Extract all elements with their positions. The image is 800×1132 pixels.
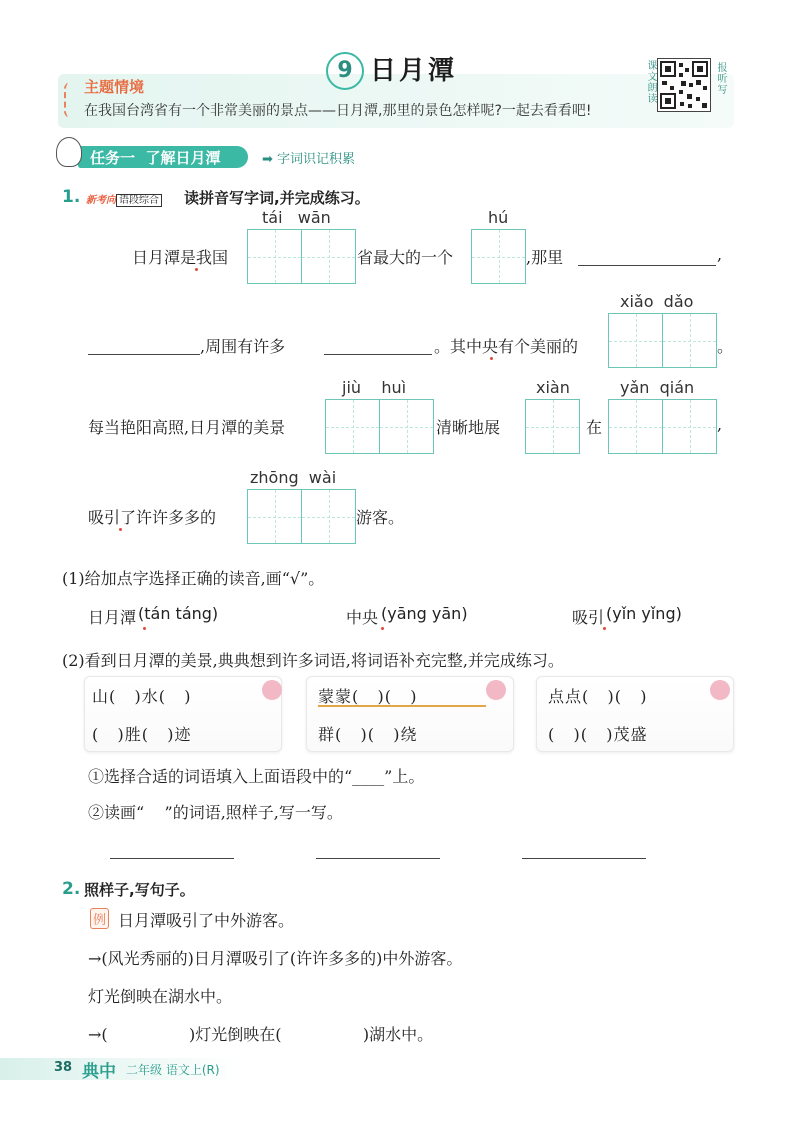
pinyin-zhongwai: zhōng wài — [250, 468, 337, 487]
writing-box-qian[interactable] — [662, 399, 717, 454]
paw-icon — [486, 680, 506, 700]
emphasis-dot — [490, 357, 493, 360]
lesson-number-badge: 9 — [326, 52, 364, 90]
q2-number: 2. — [62, 879, 81, 899]
q1-number: 1. — [62, 187, 81, 207]
word-box-1-line2[interactable]: ( )胜( )迹 — [92, 725, 192, 744]
writing-box-yan[interactable] — [608, 399, 663, 454]
writing-box-xiao[interactable] — [608, 313, 663, 368]
example-tag: 例 — [90, 908, 109, 929]
q1-line1-text-c: ,那里 — [526, 248, 564, 267]
q1-sub1: (1)给加点字选择正确的读音,画“√”。 — [62, 569, 325, 588]
q1-tag-new: 新考向 — [86, 195, 116, 206]
q1-sub2: (2)看到日月潭的美景,典典想到许多词语,将词语补充完整,并完成练习。 — [62, 651, 564, 670]
paw-icon — [262, 680, 282, 700]
pinyin-taiwan: tái wān — [262, 208, 331, 227]
q1-line1-text-b: 省最大的一个 — [357, 248, 454, 267]
pinyin-jiuhui: jiù huì — [342, 378, 407, 397]
q1-line4-text-a: 吸引了许许多多的 — [88, 508, 217, 527]
q1-instruction: 读拼音写字词,并完成练习。 — [184, 189, 370, 207]
writing-box-hu[interactable] — [471, 229, 526, 284]
q1-line4-text-b: 游客。 — [356, 508, 405, 527]
mascot-icon — [56, 137, 82, 167]
qr-left-label: 课文朗读 — [645, 60, 656, 104]
q1-step2: ②读画“ ”的词语,照样子,写一写。 — [88, 803, 343, 822]
reading-options-1[interactable]: (tán táng) — [138, 604, 219, 623]
qr-right-label: 报听写 — [715, 62, 726, 95]
writing-box-wai[interactable] — [301, 489, 356, 544]
answer-blank-3[interactable] — [324, 353, 432, 355]
arrow-right-icon: ➡ — [262, 152, 273, 167]
task-subtitle: ➡ 字词识记积累 — [262, 152, 356, 167]
reading-word-1: 日月潭 — [88, 608, 137, 627]
pinyin-hu: hú — [488, 208, 509, 227]
pinyin-yanqian: yǎn qián — [620, 378, 695, 397]
emphasis-dot — [143, 627, 146, 630]
q1-tag-type: 语段综合 — [116, 194, 162, 207]
emphasis-dot — [119, 528, 122, 531]
emphasis-dot — [603, 627, 606, 630]
brand-logo: 典中 — [82, 1062, 116, 1082]
writing-box-zhong[interactable] — [247, 489, 302, 544]
pinyin-xian: xiàn — [536, 378, 570, 397]
q2-task-line: 灯光倒映在湖水中。 — [88, 987, 233, 1006]
word-box-1-line1[interactable]: 山( )水( ) — [92, 687, 192, 706]
q1-tags — [86, 188, 162, 207]
lesson-title: 日月潭 — [370, 56, 458, 86]
q1-line2-text-a: ,周围有许多 — [200, 337, 286, 356]
theme-decoration-icon — [64, 82, 78, 118]
q1-line1-text-a: 日月潭是我国 — [132, 248, 229, 267]
theme-text: 在我国台湾省有一个非常美丽的景点——日月潭,那里的景色怎样呢?一起去看看吧! — [84, 103, 592, 119]
reading-word-3: 吸引 — [572, 608, 605, 627]
word-box-2-line2[interactable]: 群( )( )绕 — [318, 725, 418, 744]
theme-label: 主题情境 — [84, 78, 145, 96]
highlight-underline — [318, 705, 486, 707]
answer-blank-6[interactable] — [522, 857, 646, 859]
q1-line2-text-c: 。 — [717, 337, 734, 356]
q1-line3-text-a: 每当艳阳高照,日月潭的美景 — [88, 418, 286, 437]
writing-box-jiu[interactable] — [325, 399, 380, 454]
answer-blank-4[interactable] — [110, 857, 234, 859]
q2-instruction: 照样子,写句子。 — [84, 881, 195, 899]
q2-task-answer[interactable]: →( )灯光倒映在( )湖水中。 — [88, 1025, 434, 1044]
reading-options-3[interactable]: (yǐn yǐng) — [606, 604, 682, 623]
word-box-3-line1[interactable]: 点点( )( ) — [548, 687, 648, 706]
writing-box-dao[interactable] — [662, 313, 717, 368]
reading-word-2: 中央 — [346, 608, 379, 627]
q2-example-line: 日月潭吸引了中外游客。 — [118, 911, 295, 930]
task-title: 了解日月潭 — [145, 149, 221, 167]
answer-blank-5[interactable] — [316, 857, 440, 859]
emphasis-dot — [195, 268, 198, 271]
q1-line2-text-b: 。其中央有个美丽的 — [434, 337, 579, 356]
writing-box-wan[interactable] — [301, 229, 356, 284]
q1-step1: ①选择合适的词语填入上面语段中的“____”上。 — [88, 767, 425, 786]
pinyin-xiaodao: xiǎo dǎo — [620, 292, 694, 311]
reading-options-2[interactable]: (yāng yān) — [381, 604, 468, 623]
q1-line3-text-d: , — [717, 415, 723, 434]
writing-box-xian[interactable] — [525, 399, 580, 454]
writing-box-tai[interactable] — [247, 229, 302, 284]
grade-text: 二年级 语文上(R) — [126, 1063, 220, 1077]
paw-icon — [710, 680, 730, 700]
page-number: 38 — [54, 1060, 73, 1075]
writing-box-hui[interactable] — [379, 399, 434, 454]
q1-line3-text-c: 在 — [586, 418, 603, 437]
word-box-3-line2[interactable]: ( )( )茂盛 — [548, 725, 648, 744]
q1-line3-text-b: 清晰地展 — [436, 418, 501, 437]
q2-example-answer: →(风光秀丽的)日月潭吸引了(许许多多的)中外游客。 — [88, 949, 463, 968]
word-box-2-line1[interactable]: 蒙蒙( )( ) — [318, 687, 418, 706]
answer-blank-1[interactable] — [578, 264, 716, 266]
q1-line1-text-d: , — [717, 245, 723, 264]
answer-blank-2[interactable] — [88, 353, 200, 355]
task-label: 任务一 了解日月潭 — [90, 149, 221, 167]
qr-code-icon[interactable] — [657, 58, 711, 112]
emphasis-dot — [381, 627, 384, 630]
